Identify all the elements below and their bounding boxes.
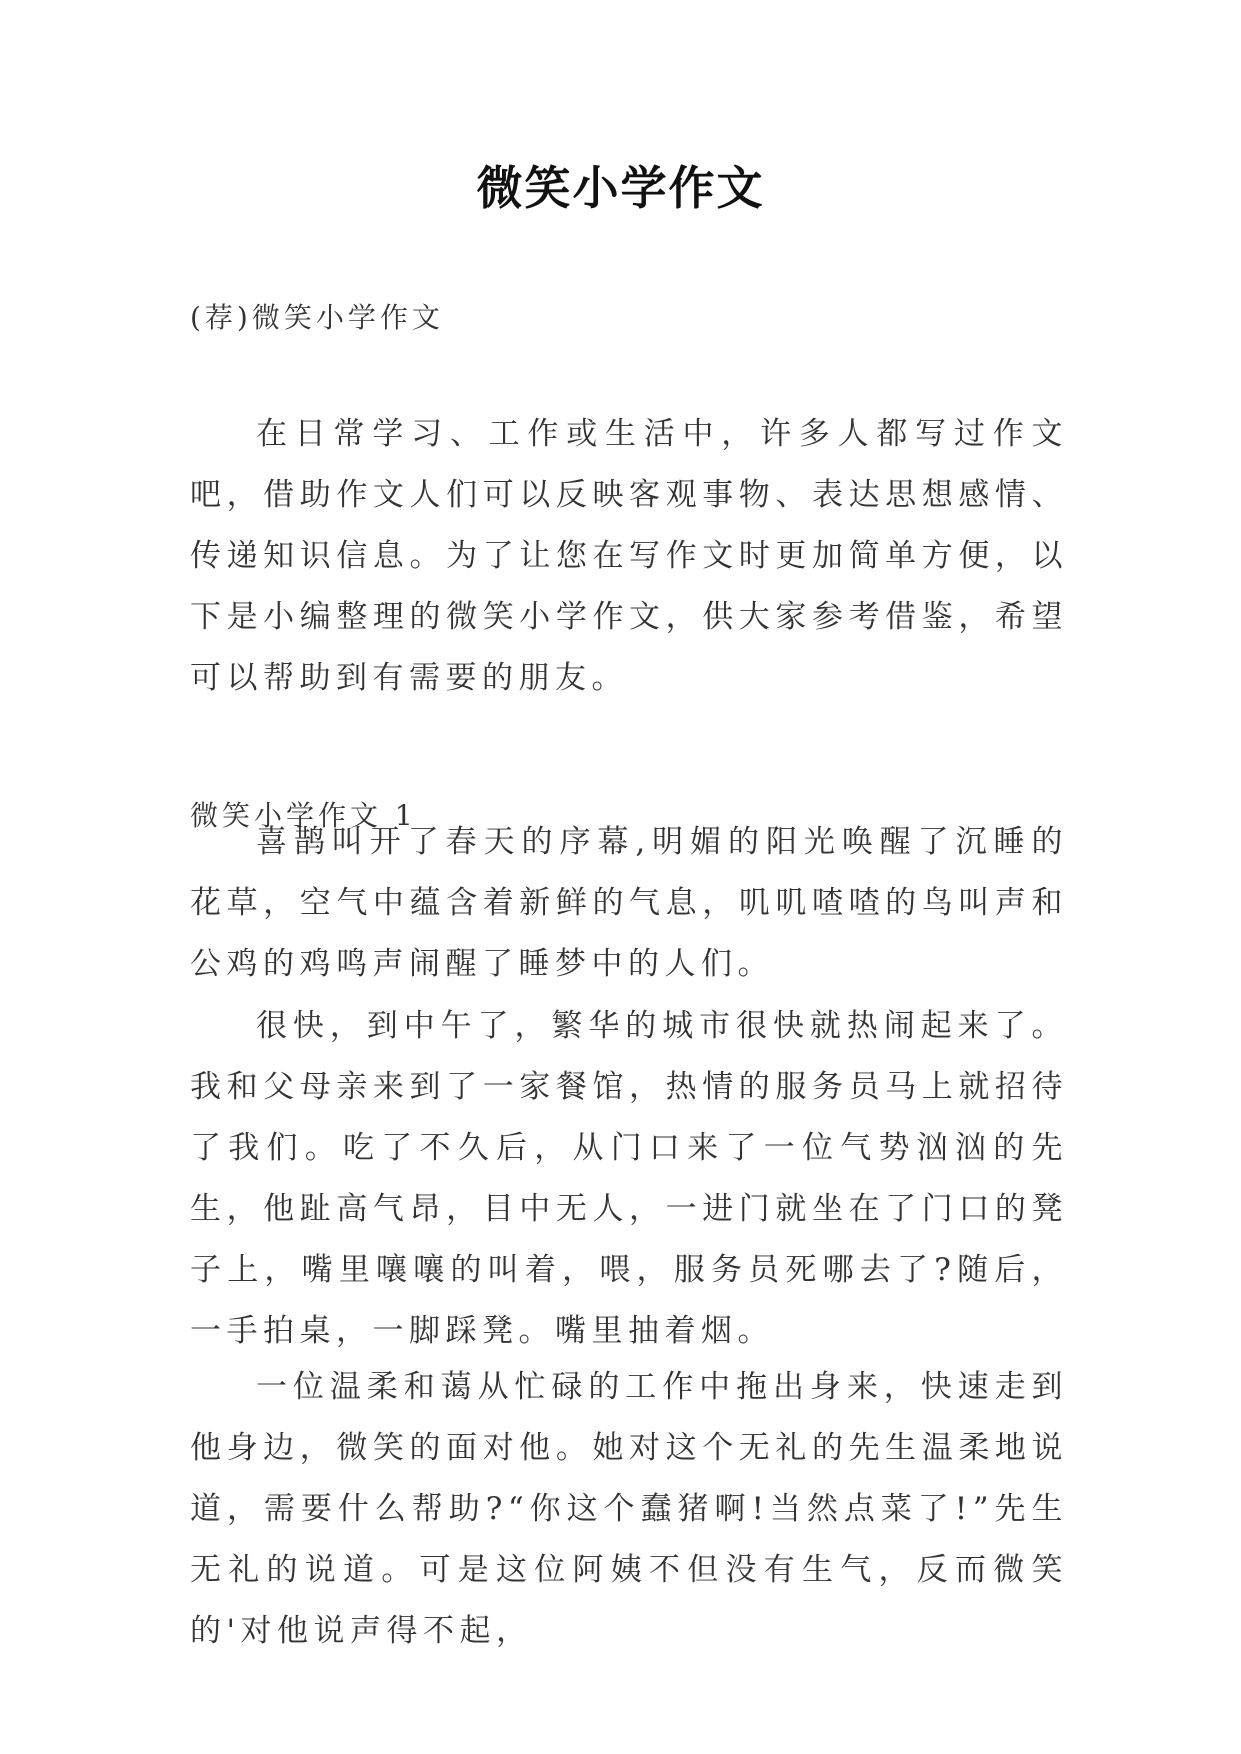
section-heading: 微笑小学作文 1 [190,799,417,832]
document-title: 微笑小学作文 [476,161,765,215]
body-paragraph: 一位温柔和蔼从忙碌的工作中拖出身来，快速走到他身边，微笑的面对他。她对这个无礼的先生温柔地说道，需要什么帮助?“你这个蠢猪啊!当然点菜了!”先生无礼的说道。可是这位阿姨不但没有生气，反而微笑的'对他说声得不起， [190,1369,1068,1649]
document-subtitle: (荐)微笑小学作文 [190,301,444,334]
intro-paragraph: 在日常学习、工作或生活中，许多人都写过作文吧，借助作文人们可以反映客观事物、表达思想感情、传递知识信息。为了让您在写作文时更加简单方便，以下是小编整理的微笑小学作文，供大家参考借鉴，希望可以帮助到有需要的朋友。 [190,416,1068,696]
body-paragraph: 喜鹊叫开了春天的序幕,明媚的阳光唤醒了沉睡的花草，空气中蕴含着新鲜的气息，叽叽喳喳的鸟叫声和公鸡的鸡鸣声闹醒了睡梦中的人们。 [190,824,1068,982]
body-paragraph: 很快，到中午了，繁华的城市很快就热闹起来了。我和父母亲来到了一家餐馆，热情的服务员马上就招待了我们。吃了不久后，从门口来了一位气势汹汹的先生，他趾高气昂，目中无人，一进门就坐在了门口的凳子上，嘴里嚷嚷的叫着，喂，服务员死哪去了?随后，一手拍桌，一脚踩凳。嘴里抽着烟。 [190,1008,1068,1349]
